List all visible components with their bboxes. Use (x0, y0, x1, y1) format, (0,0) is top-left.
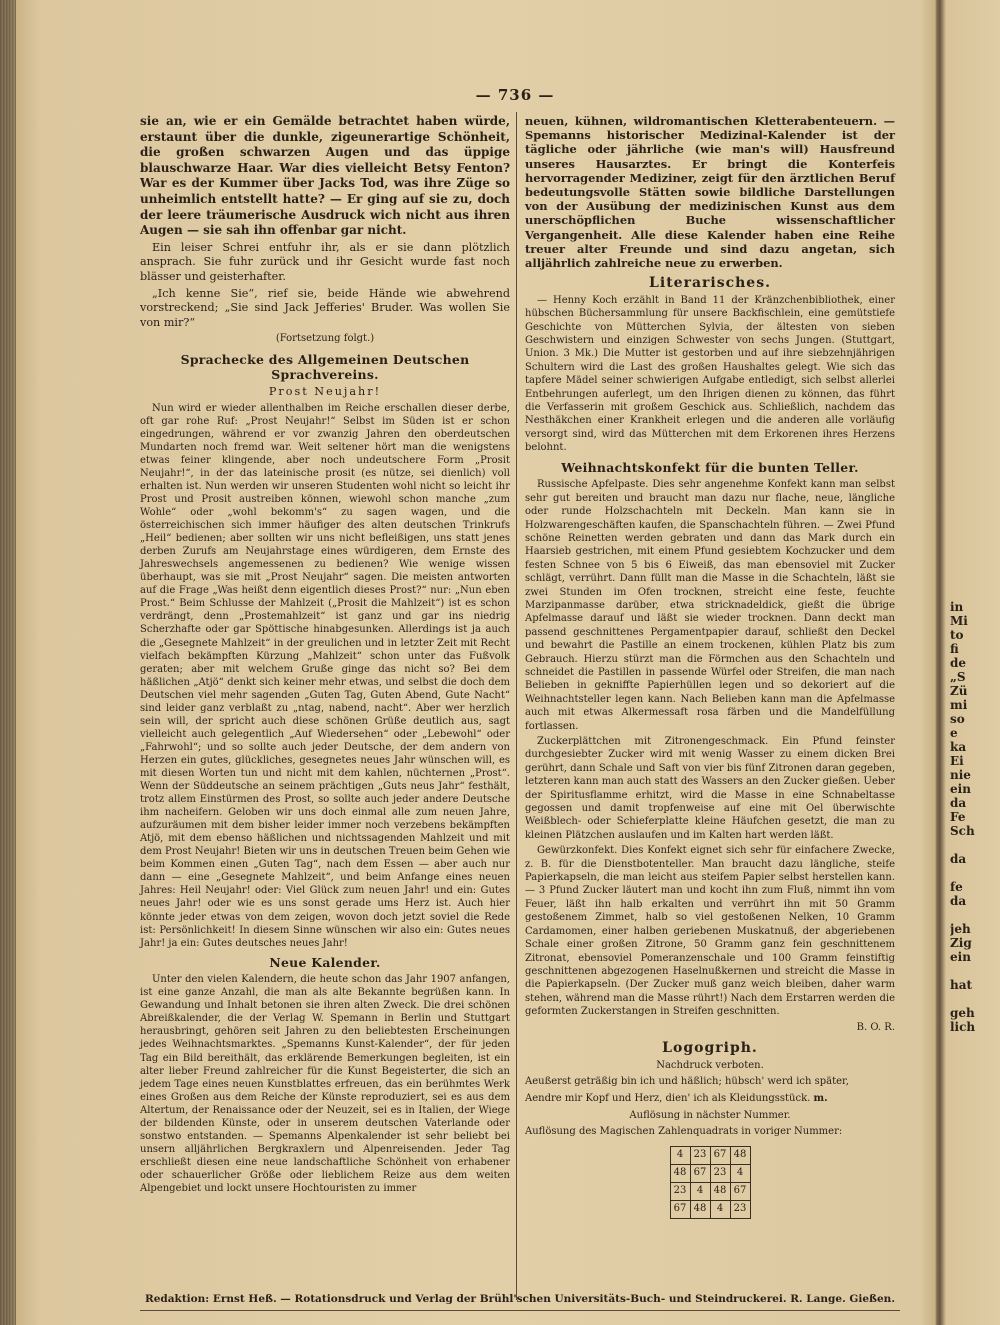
bleed-fragment: ka (950, 740, 967, 754)
continuation-note: (Fortsetzung folgt.) (275, 333, 375, 345)
magic-cell: 23 (710, 1164, 730, 1182)
story-paragraph: Ein leiser Schrei entfuhr ihr, als er sie dann plötzlich ansprach. Sie fuhr zurück und ihr Gesicht wurde fast noch blässer und geisterhafter. (140, 240, 510, 283)
bleed-fragment: Ei (950, 754, 964, 768)
bleed-fragment: so (950, 712, 965, 726)
magic-cell: 4 (690, 1182, 710, 1200)
bleed-fragment: in (950, 600, 964, 614)
bleed-fragment: to (950, 628, 964, 642)
section-heading-logogriph: Logogriph. (662, 1040, 758, 1057)
recipe-paragraph: Gewürzkonfekt. Dies Konfekt eignet sich sehr für einfachere Zwecke, z. B. für die Dienstbotenteller. Man braucht dazu längliche, steife Papierkapseln, die man leicht aus steifem Papier selbst herstellen kann. — 3 Pfund Zucker läutert man und kocht ihn zum Fluß, nimmt ihn vom Feuer, läßt ihn halb erkalten und verrührt ihn mit 50 Gramm gestoßenem Zimmet, halb so viel gestoßenen Nelken, 10 Gramm Cardamomen, einer halben geriebenen Muskatnuß, der abgeriebenen Schale einer großen Zitrone, 50 Gramm ganz fein geschnittenem Zitronat, ebensoviel Pomeranzenschale und 100 Gramm feinstiftig geschnittenen abgezogenen Haselnußkernen und streicht die Masse in die Papierkapseln. (Der Zucker muß ganz weich bleiben, daher warm stehen, während man die Masse rührt!) Nach dem Erstarren werden die geformten Zuckerstangen in Streifen geschnitten. (525, 845, 895, 1018)
magic-cell: 67 (730, 1182, 750, 1200)
magic-cell: 67 (710, 1146, 730, 1164)
bleed-fragment: Zig (950, 936, 972, 950)
magic-cell: 4 (710, 1200, 730, 1218)
bleed-fragment (950, 838, 1000, 852)
bleed-fragment: Sch (950, 824, 975, 838)
bleed-fragment: da (950, 796, 967, 810)
left-column (140, 114, 510, 1197)
bleed-fragment: mi (950, 698, 968, 712)
bleed-fragment: lich (950, 1020, 976, 1034)
bleed-fragment: Zü (950, 684, 968, 698)
solution-note: Auflösung in nächster Nummer. (629, 1109, 791, 1121)
article-paragraph: — Henny Koch erzählt in Band 11 der Kränzchenbibliothek, einer hübschen Büchersammlung für unsere Backfischlein, eine gemütstiefe Geschichte von Mütterchen Sylvia, der ältesten von sieben Geschwistern und einzigen Schwester von sechs Jungen. (Stuttgart, Union. 3 Mk.) Die Mutter ist gestorben und auf ihre siebzehnjährigen Schultern wird die Last des großen Haushaltes gelegt. Wie sich das tapfere Mädel seiner schwierigen Aufgabe entledigt, sich selbst allerlei Entbehrungen auferlegt, um den Ihrigen dienen zu können, das führt die Verfasserin mit großem Geschick aus. Schließlich, nachdem das Nesthäkchen einer Krankheit erlegen und die anderen alle vorläufig versorgt sind, wird das Mütterchen mit dem Erkorenen ihres Herzens belohnt. (525, 294, 895, 454)
riddle-signature: m. (813, 1092, 828, 1104)
magic-row (670, 1146, 750, 1164)
footer-rule (140, 1310, 900, 1311)
riddle-line (525, 1092, 895, 1107)
magic-cell: 4 (730, 1164, 750, 1182)
magic-row (670, 1200, 750, 1218)
bleed-fragment: de (950, 656, 967, 670)
magic-cell: 48 (710, 1182, 730, 1200)
bleed-fragment (950, 908, 1000, 922)
section-heading-konfekt: Weihnachtskonfekt für die bunten Teller. (561, 459, 859, 475)
story-paragraph: „Ich kenne Sie“, rief sie, beide Hände wie abwehrend vorstreckend; „Sie sind Jack Jefferies' Bruder. Was wollen Sie von mir?“ (140, 286, 510, 329)
article-paragraph: Unter den vielen Kalendern, die heute schon das Jahr 1907 anfangen, ist eine ganze Anzahl, die man als alte Bekannte begrüßen kann. In Gewandung und Inhalt betonen sie ihren alten Zweck. Die drei schönen Abreißkalender, die der Verlag W. Spemann in Berlin und Stuttgart herausbringt, gehören seit Jahren zu den beliebtesten Erscheinungen jedes Weihnachtsmarktes. „Spemanns Kunst-Kalender“, der für jeden Tag ein Bild bereithält, das erklärende Bemerkungen begleiten, ist ein alter lieber Freund zahlreicher für die Kunst Begeisterter, die sich an jedem Tage eines neuen Kunstblattes erfreuen, das ein berühmtes Werk eines Großen aus dem Reiche der Künste reproduziert, sei es aus dem Altertum, der Renaissance oder der Neuzeit, sei es in Italien, der Wiege der bildenden Künste, oder in unserem deutschen Vaterlande oder sonstwo entstanden. — Spemanns Alpenkalender ist sehr beliebt bei unsern alljährlichen Bergkraxlern und Alpenreisenden. Jeder Tag erschließt diesen eine neue landschaftliche Schönheit von erhabener oder schauerlicher Größe oder lieblichem Reize aus dem weiten Alpengebiet und lockt unsere Hochtouristen zu immer (140, 974, 510, 1194)
magic-square (670, 1146, 751, 1219)
magic-cell: 23 (730, 1200, 750, 1218)
section-heading-kalender: Neue Kalender. (269, 954, 381, 970)
next-page-bleed-text (950, 600, 1000, 1034)
bleed-fragment: da (950, 852, 967, 866)
magic-cell: 48 (730, 1146, 750, 1164)
section-heading-literarisches: Literarisches. (649, 275, 771, 292)
signature: B. O. R. (856, 1021, 895, 1033)
bleed-fragment: nie (950, 768, 971, 782)
bleed-fragment: hat (950, 978, 973, 992)
recipe-paragraph: Zuckerplättchen mit Zitronengeschmack. Ein Pfund feinster durchgesiebter Zucker wird mit wenig Wasser zu einem dicken Brei gerührt, dann Schale und Saft von vier bis fünf Zitronen daran gegeben, letzteren kann man auch statt des Wassers an den Zucker gießen. Ueber der Spiritusflamme erhitzt, wird die Masse in eine Schnabeltasse gegossen und damit tropfenweise auf eine mit Oel überwischte Weißblech- oder Schieferplatte kleine Häufchen gesetzt, die man zu kleinen Plätzchen auslaufen und im Kalten hart werden läßt. (525, 736, 895, 841)
recipe-paragraph: Russische Apfelpaste. Dies sehr angenehme Konfekt kann man selbst sehr gut bereiten und braucht man dazu nur flache, neue, längliche oder runde Holzschachteln mit Deckeln. Man kann sie in Holzwarengeschäften kaufen, die Spanschachteln führen. — Zwei Pfund schöne Reinetten werden gebraten und dann das Mark durch ein Haarsieb gestrichen, mit einem Pfund gesiebtem Kochzucker und dem festen Schnee von 5 bis 6 Eiweiß, das man ebensoviel mit Zucker schlägt, verrührt. Dann füllt man die Masse in die Schachteln, läßt sie zwei Stunden im Ofen trocknen, streicht eine feste, feuchte Marzipanmasse darüber, etwa stricknadeldick, gießt die übrige Apfelmasse darauf und läßt sie wieder trocknen. Dann deckt man passend geschnittenes Pergamentpapier darauf, schließt den Deckel und bewahrt die Pastille an einem trockenen, kühlen Platz bis zum Gebrauch. Hierzu stürzt man die Förmchen aus den Schachteln und schneidet die Pastillen in passende Würfel oder Streifen, die man nach Belieben in gekniffte Papierhüllen legen und so dekoriert auf die Weihnachtsteller legen kann. Nach Belieben kann man die Apfelmasse auch mit etwas Alkermessaft rosa färben und die Mandelfüllung fortlassen. (525, 479, 895, 732)
bleed-fragment: ein (950, 782, 971, 796)
bleed-fragment (950, 964, 1000, 978)
magic-row (670, 1164, 750, 1182)
bleed-fragment: geh (950, 1006, 975, 1020)
bleed-fragment: ein (950, 950, 971, 964)
bleed-fragment: Mi (950, 614, 968, 628)
section-heading-sprachecke: Sprachecke des Allgemeinen Deutschen Sprachvereins. (180, 351, 470, 382)
bleed-fragment (950, 866, 1000, 880)
riddle-text: Aendre mir Kopf und Herz, dien' ich als Kleidungsstück. (525, 1092, 811, 1104)
page-number: — 736 — (475, 86, 555, 104)
magic-square-title: Auflösung des Magischen Zahlenquadrats in voriger Nummer: (525, 1126, 843, 1138)
bleed-fragment: fe (950, 880, 963, 894)
right-column (525, 114, 895, 1219)
bleed-fragment: fi (950, 642, 959, 656)
bleed-fragment: da (950, 894, 967, 908)
column-divider (516, 112, 517, 1300)
bleed-fragment (950, 992, 1000, 1006)
article-paragraph: neuen, kühnen, wildromantischen Kletterabenteuern. — Spemanns historischer Medizinal-Kalender ist der tägliche oder jährliche (wie man's will) Hausfreund unseres Hausarztes. Er bringt die Konterfeis hervorragender Mediziner, zeigt für den ärztlichen Beruf bedeutungsvolle Stätten sowie bildliche Darstellungen von der Ausübung der medizinischen Kunst aus dem unerschöpflichen Buche wissenschaftlicher Vergangenheit. Alle diese Kalender haben eine Reihe treuer alter Freunde und sind dazu angetan, sich alljährlich zahlreiche neue zu erwerben. (525, 114, 895, 271)
book-binding-edge (0, 0, 16, 1325)
magic-cell: 67 (670, 1200, 690, 1218)
bleed-fragment: Fe (950, 810, 966, 824)
magic-cell: 23 (670, 1182, 690, 1200)
imprint-footer: Redaktion: Ernst Heß. — Rotationsdruck und Verlag der Brühl'schen Universitäts-Buch- und Steindruckerei. R. Lange. Gießen. (145, 1293, 895, 1305)
nachdruck-note: Nachdruck verboten. (656, 1059, 764, 1071)
bleed-fragment: „S (950, 670, 966, 684)
magic-cell: 23 (690, 1146, 710, 1164)
magic-cell: 48 (670, 1164, 690, 1182)
magic-cell: 4 (670, 1146, 690, 1164)
magic-row (670, 1182, 750, 1200)
article-paragraph: Nun wird er wieder allenthalben im Reiche erschallen dieser derbe, oft gar rohe Ruf: „Prost Neujahr!“ Selbst im Süden ist er schon eingedrungen, während er vor zwanzig Jahren den oberdeutschen Mundarten noch fremd war. Weit seltener hört man die wenigstens etwas feiner klingende, aber noch undeutschere Form „Prosit Neujahr!“, in der das lateinische prosit (es nütze, sei dienlich) voll erhalten ist. Nun werden wir unseren Studenten wohl nicht so leicht ihr Prost und Prosit austreiben können, wiewohl schon manche „zum Wohle“ oder „wohl bekomm's“ zu sagen wagen, und die österreichischen sich immer häufiger des alten deutschen Trinkrufs „Heil“ bedienen; aber sollten wir uns nicht befleißigen, uns statt jenes derben Zurufs am Neujahrstage eines würdigeren, dem Ernste des Jahreswechsels angemessenen zu bedienen? Wie wenige wissen überhaupt, was sie mit „Prost Neujahr“ sagen. Die meisten antworten auf die Frage „Was heißt denn eigentlich dieses Prost?“ nur: „Nun eben Prost.“ Beim Schlusse der Mahlzeit („Prosit die Mahlzeit“) ist es schon verdrängt, denn „Prostemahlzeit“ ist ganz und gar ins niedrig Scherzhafte oder gar Spöttische hinabgesunken. Allerdings ist ja auch die „Gesegnete Mahlzeit“ in der greulichen und in letzter Zeit mit Recht vielfach bekämpften Kürzung „Mahlzeit“ schon unter das Fußvolk geraten; aber mit welchem Gruße ginge das nicht so? Bei dem häßlichen „Atjö“ denkt sich keiner mehr etwas, und selbst die doch dem Deutschen viel mehr sagenden „Guten Tag, Guten Abend, Gute Nacht“ sind leider ganz verblaßt zu „ntag, nabend, nacht“. Aber wer herzlich sein will, der spricht auch diese schönen Grüße deutlich aus, sagt vielleicht auch gelegentlich „Auf Wiedersehen“ oder „Lebewohl“ oder „Fahrwohl“; und so sollte auch jeder Deutsche, der dem andern von Herzen ein gutes, glückliches, gesegnetes neues Jahr wünschen will, es mit diesen Worten tun und nicht mit dem kahlen, nüchternen „Prost“. Wenn der Süddeutsche an seinem prächtigen „Guts neus Jahr“ festhält, trotz allem Einstürmen des Prost, so sollte auch jeder andere Deutsche ihm nacheifern. Geloben wir uns doch einmal alle zum neuen Jahre, aufzuräumen mit dem bisher leider immer noch verzebens bekämpften Atjö, mit dem ebenso häßlichen und nichtssagenden Mahlzeit und mit dem Prost Neujahr! Bieten wir uns in deutschen Treuen beim Gehen wie beim Kommen einen „Guten Tag“, nach dem Essen — aber auch nur dann — eine „Gesegnete Mahlzeit“, und beim Anfange eines neuen Jahres: Heil Neujahr! oder: Viel Glück zum neuen Jahr! und ein: Gutes neues Jahr! oder wie es uns sonst gerade ums Herz ist. Auch hier könnte jeder etwas von dem zeigen, wovon doch jetzt soviel die Rede ist: Persönlichkeit! In diesem Sinne wünschen wir also ein: Gutes neues Jahr! ja ein: Gutes deutsches neues Jahr! (140, 402, 510, 949)
magic-cell: 67 (690, 1164, 710, 1182)
riddle-line: Aeußerst geträßig bin ich und häßlich; hübsch' werd ich später, (525, 1076, 849, 1088)
subheading-prost-neujahr: Prost Neujahr! (268, 385, 382, 399)
bleed-fragment: jeh (950, 922, 971, 936)
bleed-fragment: e (950, 726, 958, 740)
story-paragraph: sie an, wie er ein Gemälde betrachtet haben würde, erstaunt über die dunkle, zigeunerartige Schönheit, die großen schwarzen Augen und das üppige blauschwarze Haar. War dies vielleicht Betsy Fenton? War es der Kummer über Jacks Tod, was ihre Züge so unheimlich entstellt hatte? — Er ging auf sie zu, doch der leere träumerische Ausdruck wich nicht aus ihren Augen — sie sah ihn offenbar gar nicht. (140, 114, 510, 238)
magic-cell: 48 (690, 1200, 710, 1218)
